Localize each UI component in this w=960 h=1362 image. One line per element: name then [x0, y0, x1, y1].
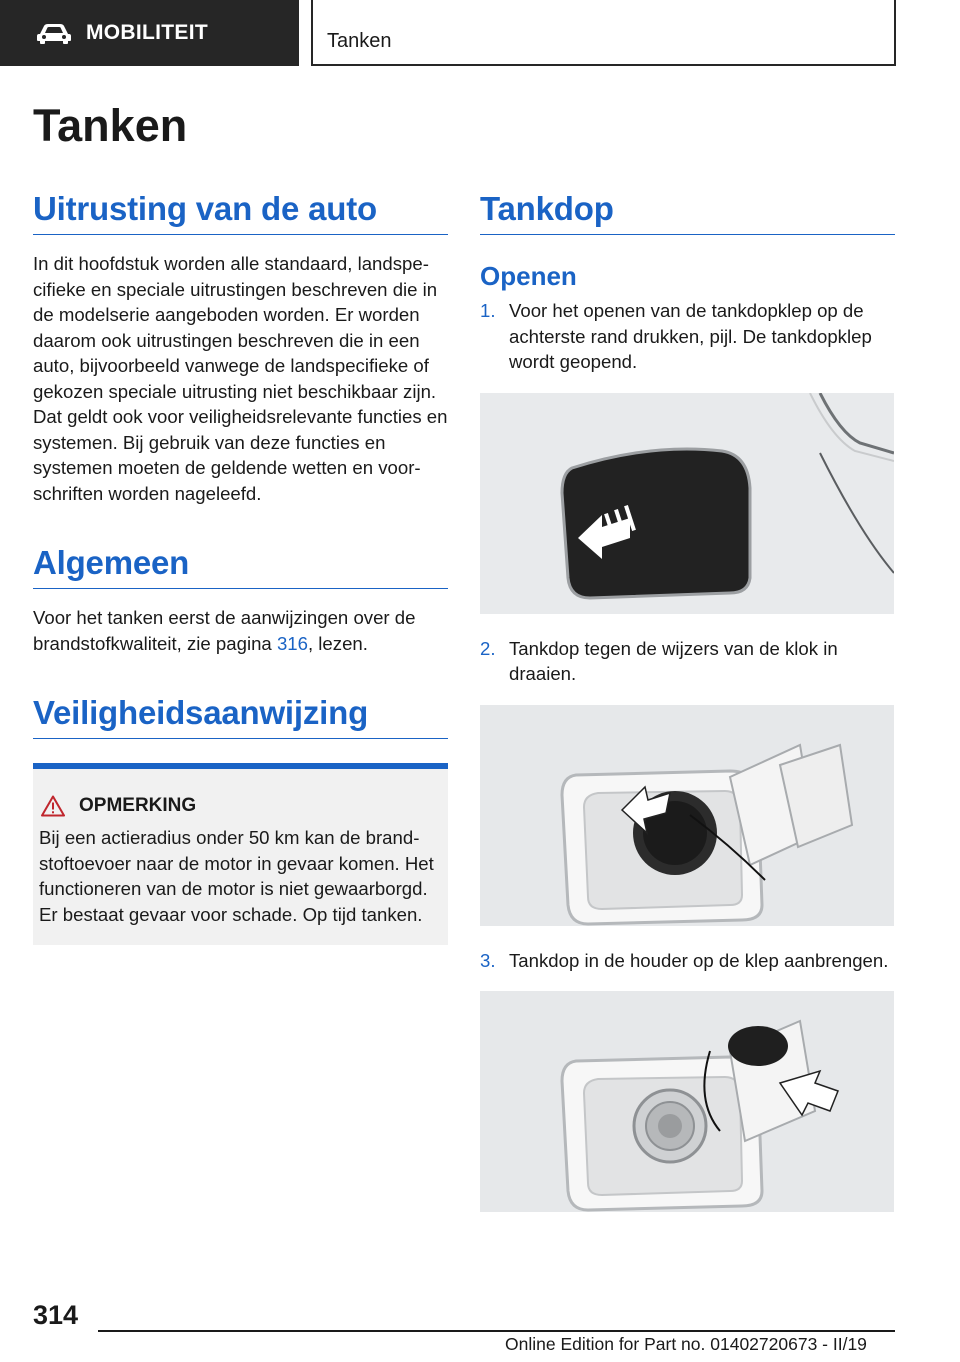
- car-icon: [36, 21, 72, 45]
- step-2: [480, 636, 895, 687]
- section-heading-general: Algemeen: [33, 544, 448, 589]
- fuel-cap-turn-illustration: [480, 705, 894, 926]
- figure-fuel-cap-turn: [480, 705, 894, 926]
- section-label: MOBILITEIT: [86, 21, 208, 44]
- page-title: Tanken: [33, 100, 188, 151]
- figure-fuel-cap-holder: [480, 991, 894, 1212]
- step-number: 1.: [480, 300, 496, 321]
- general-paragraph: [33, 605, 448, 656]
- figure-fuel-flap-press: [480, 393, 894, 614]
- left-column: [33, 190, 448, 945]
- section-heading-fuel-cap: Tankdop: [480, 190, 895, 235]
- section-heading-safety: Veiligheidsaanwijzing: [33, 694, 448, 739]
- general-text-end: , lezen.: [307, 632, 368, 654]
- edition-note: Online Edition for Part no. 01402720673 - II/19: [505, 1334, 867, 1354]
- step-1: [480, 298, 895, 375]
- fuel-cap-holder-illustration: [480, 991, 894, 1212]
- notice-header: [39, 795, 438, 817]
- equipment-paragraph: In dit hoofdstuk worden alle standaard, landspecifieke en speciale uitrustingen beschreven die in de modelserie aangeboden worden. Er worden daarom ook uitrustingen beschreven die in een auto, bijvoorbeeld vanwege de landspecifieke of gekozen speciale uitrusting niet beschikbaar zijn. Dat geldt ook voor veiligheidsrelevante functies en systemen. Bij gebruik van deze functies en systemen moeten de geldende wetten en voorschriften worden nageleefd.: [33, 253, 448, 504]
- section-tab: [0, 0, 299, 66]
- step-text: Tankdop tegen de wijzers van de klok in draaien.: [509, 637, 838, 684]
- subheading-open: Openen: [480, 261, 577, 291]
- notice-text: Bij een actieradius onder 50 km kan de brandstoftoevoer naar de motor in gevaar komen. Het functioneren van de motor is niet gewaarborgd. Er bestaat gevaar voor schade. Op tijd tanken.: [39, 827, 434, 925]
- chapter-label: Tanken: [327, 30, 392, 52]
- step-number: 3.: [480, 949, 496, 971]
- notice-label: OPMERKING: [79, 795, 197, 816]
- general-text: Voor het tanken eerst de aanwijzingen over de brandstofkwaliteit, zie pagina: [33, 607, 416, 654]
- step-3: [480, 948, 895, 974]
- page-number: 314: [33, 1300, 79, 1330]
- warning-triangle-icon: [41, 795, 65, 817]
- chapter-tab: [311, 0, 896, 66]
- fuel-flap-illustration: [480, 393, 894, 614]
- footer-divider: [98, 1330, 895, 1332]
- section-heading-equipment: Uitrusting van de auto: [33, 190, 448, 235]
- notice-box: [33, 763, 448, 945]
- step-text: Voor het openen van de tankdopklep op de achterste rand drukken, pijl. De tankdopklep wordt geopend.: [509, 300, 872, 372]
- right-column: [480, 190, 895, 1234]
- page-link[interactable]: 316: [276, 632, 308, 654]
- step-text: Tankdop in de houder op de klep aanbrengen.: [509, 949, 889, 971]
- step-number: 2.: [480, 637, 496, 659]
